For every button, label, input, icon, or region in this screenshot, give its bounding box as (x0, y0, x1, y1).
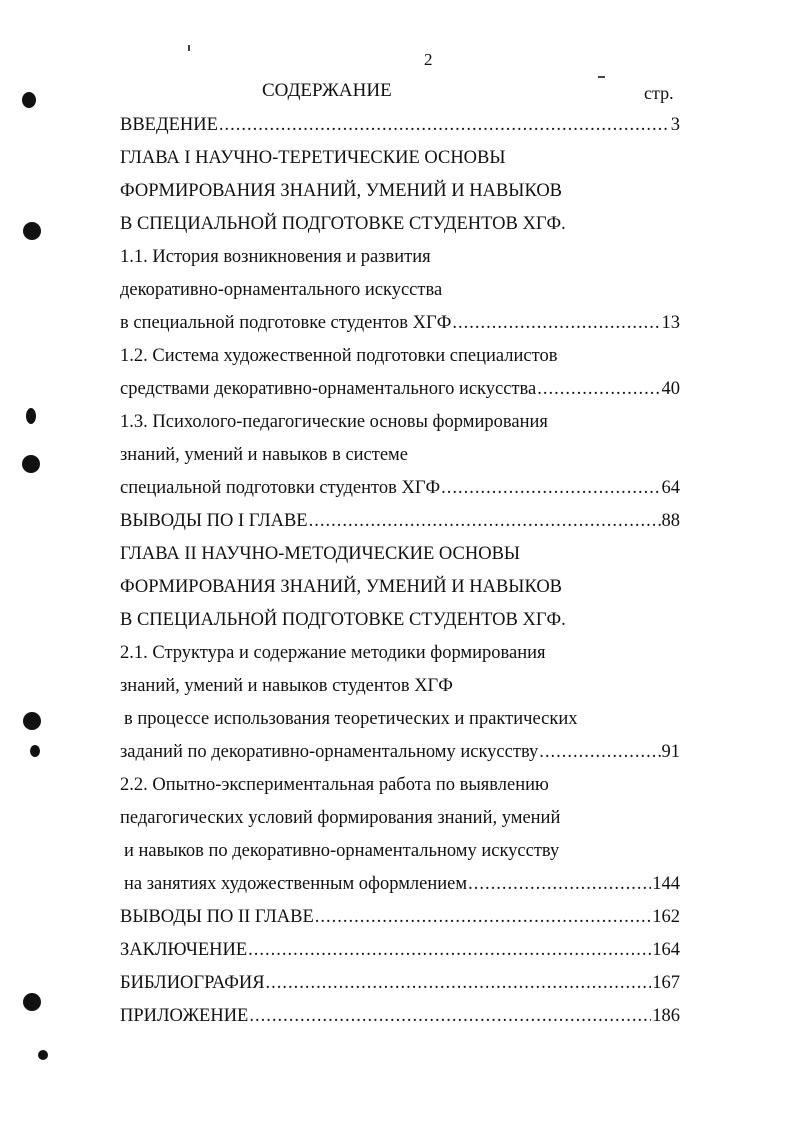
binder-hole-mark (23, 993, 41, 1011)
section-line: 1.1. История возникновения и развития (120, 247, 431, 267)
page-ref: 40 (661, 379, 680, 399)
chapter-heading-line: ГЛАВА I НАУЧНО-ТЕРЕТИЧЕСКИЕ ОСНОВЫ (120, 148, 506, 168)
scan-speck (598, 76, 605, 78)
toc-entry-section: на занятиях художественным оформлением ..... 144 (124, 868, 680, 901)
dot-leader (315, 901, 651, 934)
section-line: и навыков по декоративно-орнаментальному искусству (124, 841, 560, 861)
dot-leader (441, 472, 660, 505)
dot-leader (249, 1000, 651, 1033)
binder-hole-mark (23, 222, 41, 240)
toc-entry-appendix: ПРИЛОЖЕНИЕ ..... 186 (120, 1000, 680, 1033)
toc-entry-chapter-conclusions: ВЫВОДЫ ПО I ГЛАВЕ ..... 88 (120, 505, 680, 538)
section-line: 1.2. Система художественной подготовки специалистов (120, 346, 558, 366)
dot-leader (309, 505, 661, 538)
dot-leader (539, 736, 660, 769)
page-ref: 164 (652, 940, 680, 960)
scan-speck (188, 45, 190, 51)
page-ref: 91 (661, 742, 680, 762)
dot-leader (219, 109, 670, 142)
page-ref: 88 (661, 511, 680, 531)
page-ref: 13 (661, 313, 680, 333)
chapter-heading-line: ФОРМИРОВАНИЯ ЗНАНИЙ, УМЕНИЙ И НАВЫКОВ (120, 577, 563, 597)
dot-leader (452, 307, 660, 340)
chapter-heading-line: ГЛАВА II НАУЧНО-МЕТОДИЧЕСКИЕ ОСНОВЫ (120, 544, 521, 564)
toc-entry-section: в специальной подготовке студентов ХГФ ..... 13 (120, 307, 680, 340)
toc-entry-introduction: ВВЕДЕНИЕ ..... 3 (120, 109, 680, 142)
page-ref: 64 (661, 478, 680, 498)
binder-hole-mark (22, 455, 40, 473)
section-line: декоративно-орнаментального искусства (120, 280, 443, 300)
section-line: 1.3. Психолого-педагогические основы формирования (120, 412, 548, 432)
toc-entry-chapter-conclusions: ВЫВОДЫ ПО II ГЛАВЕ ..... 162 (120, 901, 680, 934)
page-ref: 167 (652, 973, 680, 993)
chapter-heading-line: В СПЕЦИАЛЬНОЙ ПОДГОТОВКЕ СТУДЕНТОВ ХГФ. (120, 214, 566, 234)
toc-entry-section: заданий по декоративно-орнаментальному искусству ..... 91 (120, 736, 680, 769)
binder-hole-mark (26, 408, 36, 424)
page-number: 2 (424, 50, 433, 69)
section-line: 2.1. Структура и содержание методики формирования (120, 643, 546, 663)
binder-hole-mark (38, 1050, 48, 1060)
toc-entry-section: специальной подготовки студентов ХГФ ..... 64 (120, 472, 680, 505)
toc-entry-section: средствами декоративно-орнаментального искусства ..... 40 (120, 373, 680, 406)
dot-leader (266, 967, 652, 1000)
page-ref: 186 (652, 1006, 680, 1026)
toc-entry-conclusion: ЗАКЛЮЧЕНИЕ ..... 164 (120, 934, 680, 967)
section-line: знаний, умений и навыков в системе (120, 445, 408, 465)
dot-leader (537, 373, 660, 406)
section-line: знаний, умений и навыков студентов ХГФ (120, 676, 453, 696)
section-line: в процессе использования теоретических и практических (124, 709, 578, 729)
page-ref: 3 (670, 115, 680, 135)
toc-entry-bibliography: БИБЛИОГРАФИЯ ..... 167 (120, 967, 680, 1000)
page-ref: 162 (652, 907, 680, 927)
binder-hole-mark (30, 745, 40, 757)
page-title: СОДЕРЖАНИЕ (262, 80, 392, 101)
page-column-label: стр. (644, 83, 674, 103)
dot-leader (248, 934, 651, 967)
dot-leader (468, 868, 651, 901)
section-line: 2.2. Опытно-экспериментальная работа по выявлению (120, 775, 549, 795)
section-line: педагогических условий формирования знаний, умений (120, 808, 561, 828)
binder-hole-mark (22, 92, 36, 108)
binder-hole-mark (23, 712, 41, 730)
chapter-heading-line: В СПЕЦИАЛЬНОЙ ПОДГОТОВКЕ СТУДЕНТОВ ХГФ. (120, 610, 566, 630)
page-ref: 144 (652, 874, 680, 894)
chapter-heading-line: ФОРМИРОВАНИЯ ЗНАНИЙ, УМЕНИЙ И НАВЫКОВ (120, 181, 563, 201)
